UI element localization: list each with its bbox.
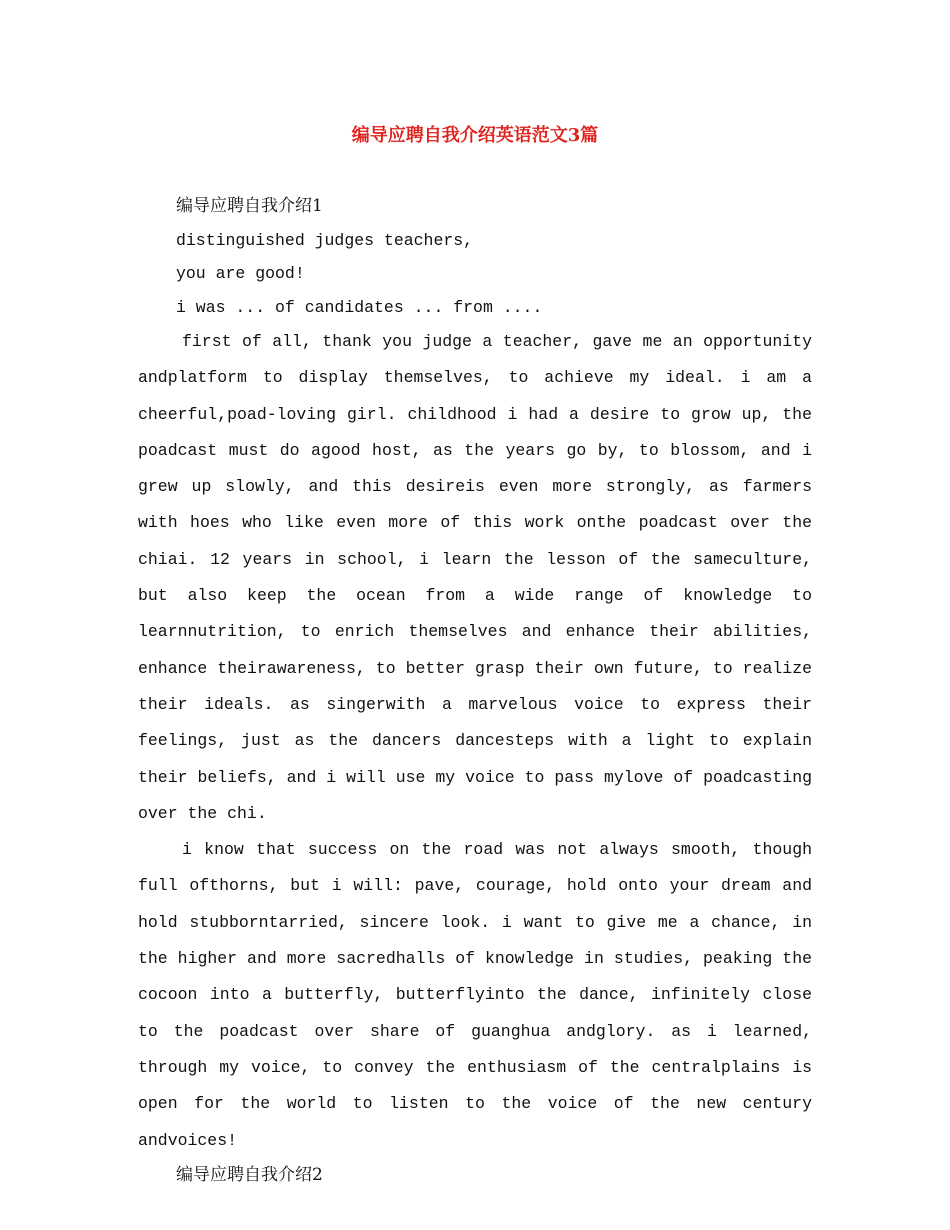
section-heading-2: 编导应聘自我介绍2	[176, 1164, 323, 1185]
document-body	[138, 190, 812, 1192]
intro-line: i was ... of candidates ... from ....	[176, 297, 543, 317]
document-title: 编导应聘自我介绍英语范文3篇	[351, 125, 599, 146]
body-paragraph-2: i know that success on the road was not always smooth, though full ofthorns, but i will: pave, courage, hold onto your dream and hold stubborntarried, sincere look. i want to give me a chance, in the higher and more sacredhalls of knowledge in studies, peaking the cocoon into a butterfly, butterflyinto the dance, infinitely close to the poadcast over share of guanghua andglory. as i learned, through my voice, to convey the enthusiasm of the centralplains is open for the world to listen to the voice of the new century andvoices!	[138, 840, 812, 1150]
greeting-line-2: you are good!	[176, 264, 305, 283]
body-paragraph-1: first of all, thank you judge a teacher, gave me an opportunity andplatform to display themselves, to achieve my ideal. i am a cheerful,poad-loving girl. childhood i had a desire to grow up, the poadcast must do agood host, as the years go by, to blossom, and i grew up slowly, and this desireis even more strongly, as farmers with hoes who like even more of this work onthe poadcast over the chiai. 12 years in school, i learn the lesson of the sameculture, but also keep the ocean from a wide range of knowledge to learnnutrition, to enrich themselves and enhance their abilities, enhance theirawareness, to better grasp their own future, to realize their ideals. as singerwith a marvelous voice to express their feelings, just as the dancers dancesteps with a light to explain their beliefs, and i will use my voice to pass mylove of poadcasting over the chi.	[138, 332, 812, 823]
section-heading-1: 编导应聘自我介绍1	[176, 196, 323, 216]
greeting-line-1: distinguished judges teachers,	[176, 230, 474, 250]
